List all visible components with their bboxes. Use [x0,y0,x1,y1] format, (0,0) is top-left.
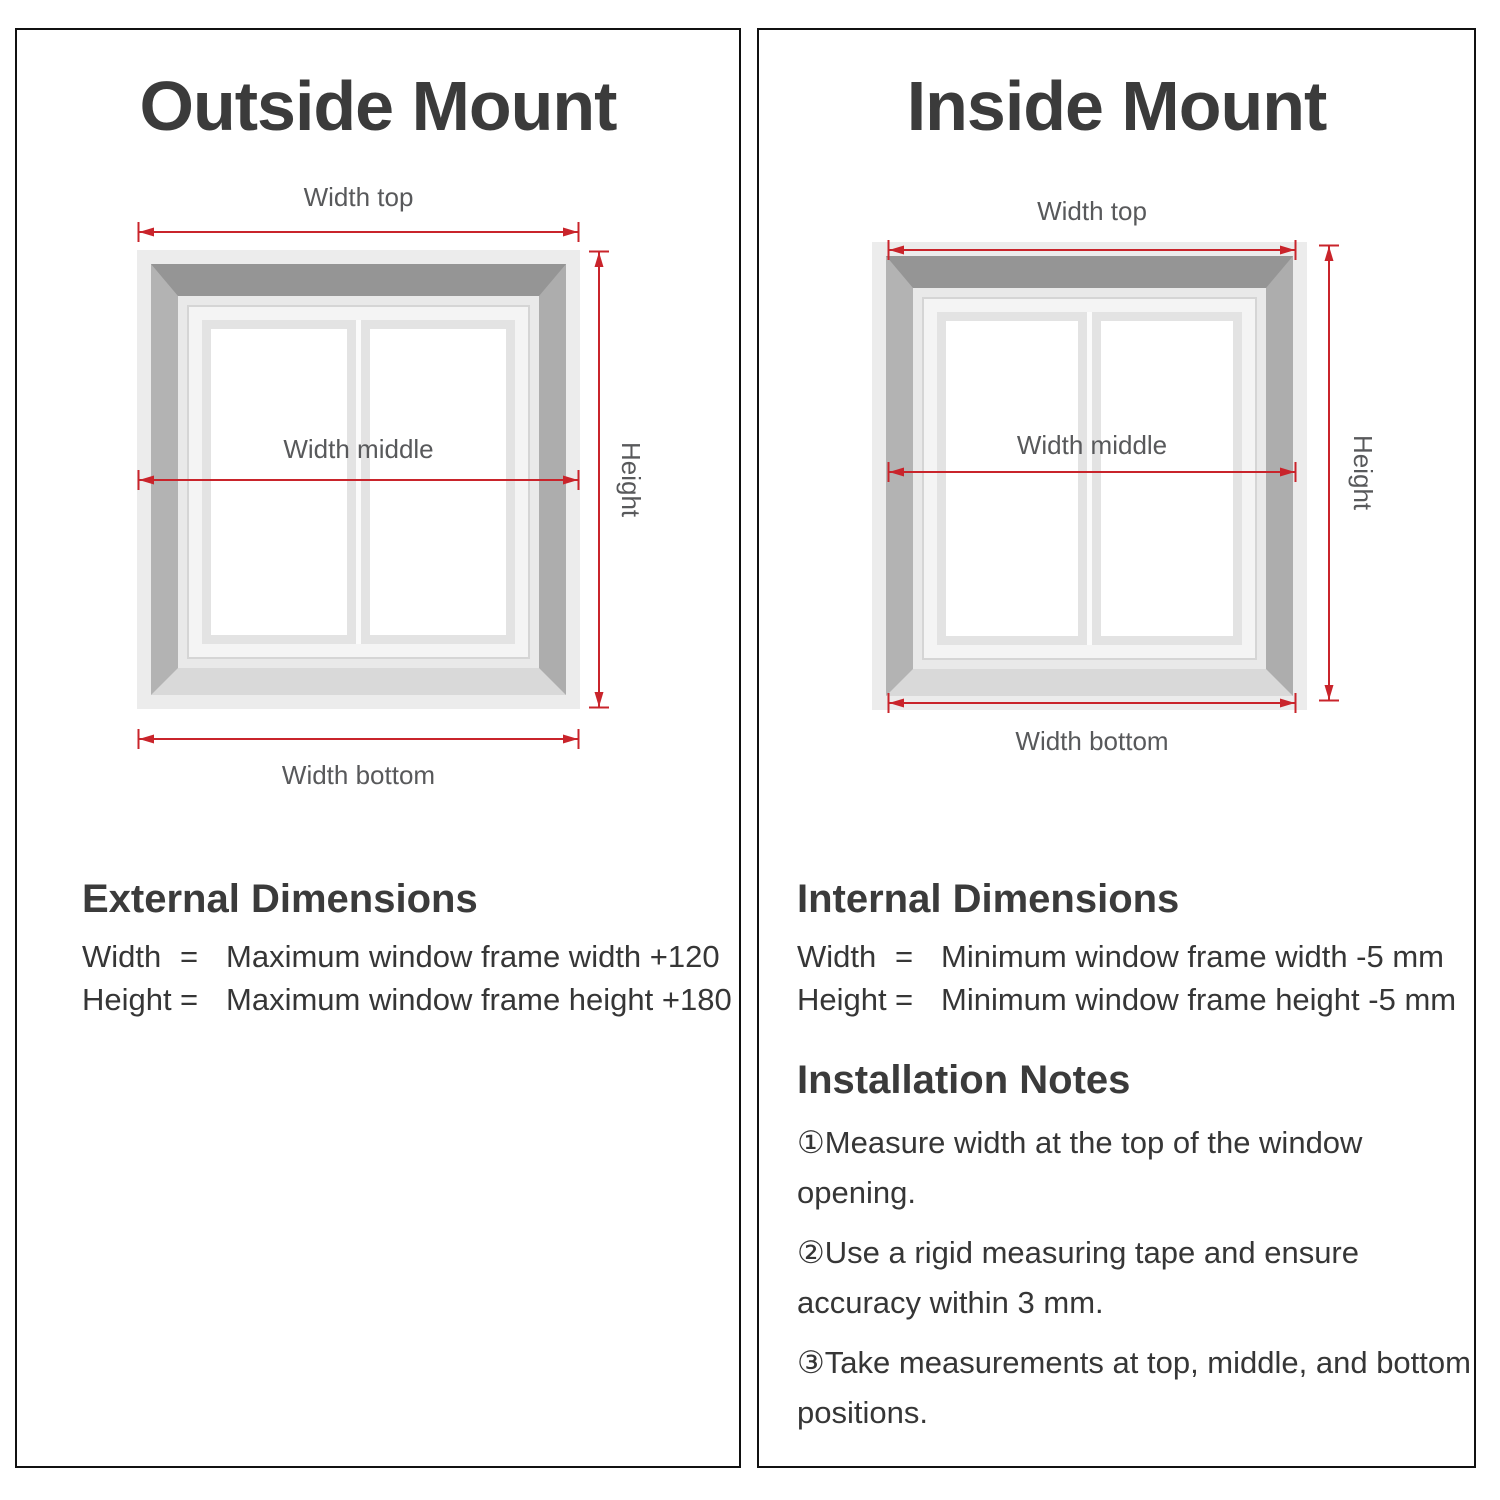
installation-notes-section [797,1056,1487,1448]
width-bottom-label: Width bottom [1015,726,1169,756]
height-formula-row [797,978,1456,1021]
formula-value: Maximum window frame width +120 [226,939,720,974]
installation-notes-heading: Installation Notes [797,1058,1131,1102]
width-bottom-label: Width bottom [281,760,436,790]
width-bottom-arrow [137,729,580,749]
inside-mount-panel [757,28,1476,1468]
installation-notes-list [797,1118,1487,1438]
equals-sign: = [895,939,914,974]
height-label: Height [1348,435,1378,511]
note-item-3: ③Take measurements at top, middle, and bottom positions. [797,1345,1471,1430]
internal-dimensions-section [797,875,1456,1021]
height-formula-row [82,978,732,1021]
equals-sign: = [180,939,199,974]
internal-dimensions-heading: Internal Dimensions [797,877,1180,921]
width-top-arrow [137,222,580,242]
width-formula-row [797,935,1456,978]
formula-value: Minimum window frame width -5 mm [941,939,1444,974]
width-formula-row [82,935,732,978]
width-top-label: Width top [303,182,414,212]
formula-value: Minimum window frame height -5 mm [941,982,1457,1017]
formula-label: Height [797,982,887,1017]
external-dimensions-heading: External Dimensions [82,877,478,921]
width-middle-label: Width middle [1016,430,1168,460]
note-item-2: ②Use a rigid measuring tape and ensure accuracy within 3 mm. [797,1235,1359,1320]
height-arrow [589,250,609,709]
formula-value: Maximum window frame height +180 [226,982,732,1017]
inside-mount-title: Inside Mount [906,67,1327,145]
width-top-arrow [887,240,1297,260]
outside-mount-panel [15,28,741,1468]
width-bottom-arrow [887,693,1297,713]
height-arrow [1319,244,1339,702]
formula-label: Width [82,939,162,974]
width-middle-arrow [887,462,1297,482]
width-middle-label: Width middle [283,434,434,464]
equals-sign: = [895,982,914,1017]
width-top-label: Width top [1037,196,1147,226]
equals-sign: = [180,982,199,1017]
dimension-rows [797,935,1456,1021]
formula-label: Width [797,939,877,974]
height-label: Height [616,441,646,518]
width-middle-arrow [137,470,580,490]
dimension-rows [82,935,732,1021]
note-item-1: ①Measure width at the top of the window opening. [797,1125,1363,1210]
external-dimensions-section [82,875,732,1021]
formula-label: Height [82,982,172,1017]
outside-mount-title: Outside Mount [139,67,617,145]
